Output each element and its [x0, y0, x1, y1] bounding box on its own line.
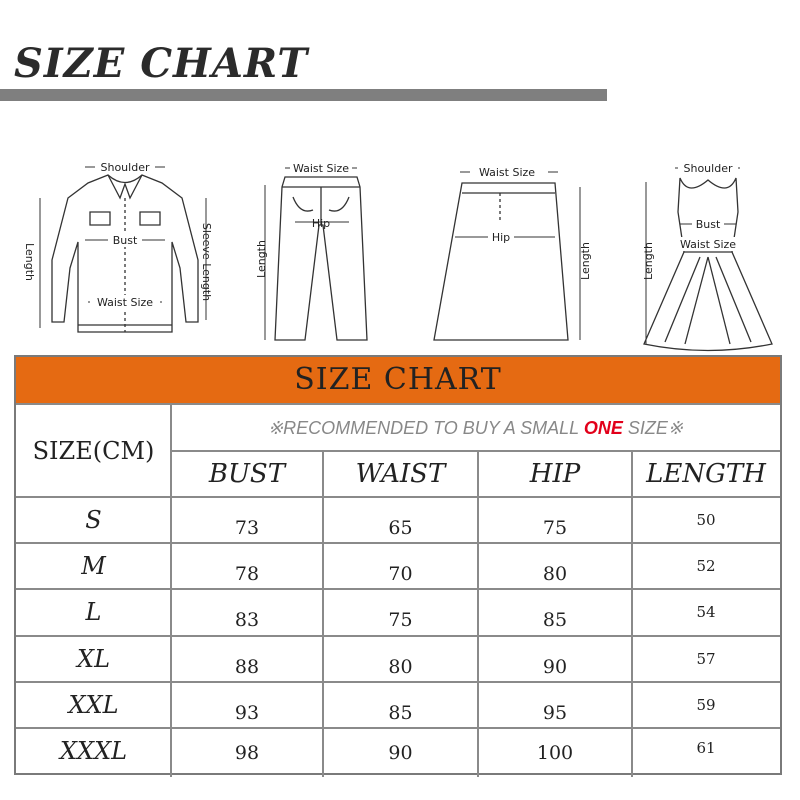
pants-waist-label: Waist Size — [292, 162, 350, 175]
table-cell-hip: 100 — [536, 741, 574, 764]
table-cell-bust: 98 — [234, 741, 260, 764]
column-header-length: LENGTH — [646, 459, 766, 489]
shirt-length-label: Length — [23, 243, 36, 281]
table-cell-length: 52 — [696, 556, 716, 575]
table-cell-bust: 93 — [234, 701, 260, 724]
recommend-suffix: SIZE※ — [622, 417, 683, 438]
skirt-length-label: Length — [579, 242, 592, 280]
pants-hip-label: Hip — [311, 217, 331, 230]
row-size-label: XL — [76, 644, 111, 673]
table-cell-bust: 78 — [234, 562, 260, 585]
dress-length-label: Length — [642, 242, 655, 280]
table-banner-title: SIZE CHART — [294, 362, 502, 397]
pants-length-label: Length — [255, 240, 268, 278]
table-cell-waist: 80 — [388, 655, 413, 678]
row-size-label: XXXL — [59, 736, 128, 765]
dress-waist-label: Waist Size — [679, 238, 737, 251]
table-cell-length: 50 — [696, 510, 716, 529]
column-header-hip: HIP — [529, 459, 581, 489]
table-cell-bust: 88 — [234, 655, 260, 678]
skirt-icon — [420, 155, 610, 345]
row-size-label: XXL — [68, 690, 119, 719]
title-underline — [0, 89, 607, 101]
divider — [16, 403, 780, 405]
recommend-prefix: ※RECOMMENDED TO BUY A SMALL — [268, 417, 584, 438]
shirt-icon — [23, 150, 220, 340]
shirt-figure — [23, 150, 220, 340]
shirt-bust-label: Bust — [112, 234, 138, 247]
table-cell-waist: 65 — [388, 516, 413, 539]
skirt-hip-label: Hip — [491, 231, 511, 244]
table-cell-waist: 85 — [388, 701, 413, 724]
table-cell-hip: 75 — [542, 516, 568, 539]
recommend-highlight: ONE — [583, 417, 623, 438]
table-cell-waist: 70 — [388, 562, 413, 585]
table-cell-hip: 95 — [542, 701, 568, 724]
table-cell-bust: 83 — [234, 609, 260, 631]
size-header: SIZE(CM) — [32, 437, 155, 465]
column-header-waist: WAIST — [355, 459, 446, 489]
skirt-figure — [420, 155, 610, 345]
page-title: SIZE CHART — [14, 40, 309, 87]
row-size-label: L — [85, 598, 102, 626]
table-cell-hip: 90 — [542, 655, 568, 678]
table-cell-hip: 85 — [542, 609, 568, 631]
column-header-bust: BUST — [208, 459, 286, 489]
skirt-waist-label: Waist Size — [478, 166, 536, 179]
table-cell-waist: 75 — [388, 609, 413, 631]
dress-bust-label: Bust — [695, 218, 721, 231]
shirt-shoulder-label: Shoulder — [100, 161, 150, 174]
table-cell-length: 59 — [696, 695, 716, 714]
shirt-sleeve-label: Sleeve Length — [200, 222, 213, 302]
size-table — [14, 355, 782, 775]
pants-icon — [245, 155, 385, 345]
row-size-label: S — [85, 505, 102, 534]
dress-figure — [630, 152, 780, 352]
table-cell-waist: 90 — [388, 741, 413, 764]
table-cell-hip: 80 — [542, 562, 568, 585]
table-cell-length: 54 — [696, 603, 716, 621]
pants-figure — [245, 155, 385, 345]
divider — [171, 450, 780, 452]
table-cell-bust: 73 — [234, 516, 260, 539]
recommend-note — [171, 405, 780, 451]
table-cell-length: 57 — [696, 649, 716, 668]
dress-shoulder-label: Shoulder — [683, 162, 733, 175]
table-cell-length: 61 — [696, 739, 716, 757]
shirt-waist-label: Waist Size — [96, 296, 154, 309]
dress-icon — [630, 152, 780, 352]
row-size-label: M — [81, 551, 106, 580]
